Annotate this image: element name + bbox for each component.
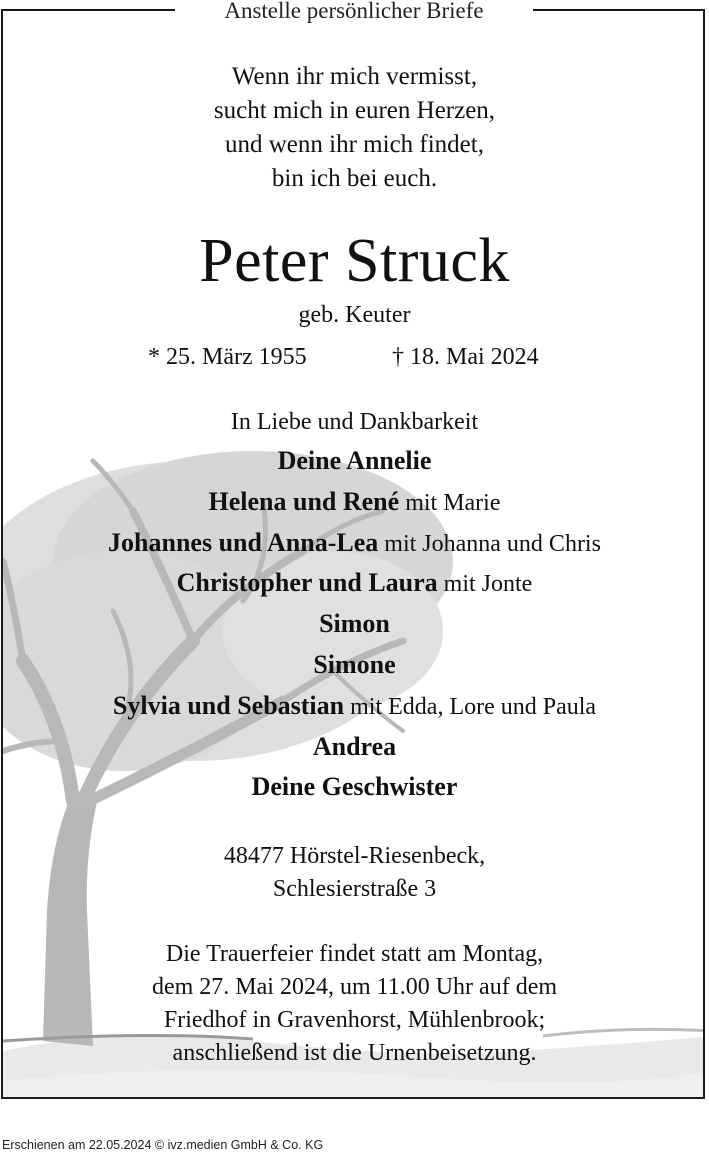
family-line: [0, 727, 709, 768]
family-line: [0, 686, 709, 727]
family-line-names: Sylvia und Sebastian: [112, 690, 345, 720]
service-line: anschließend ist die Urnenbeisetzung.: [172, 1040, 537, 1066]
family-intro: In Liebe und Dankbarkeit: [230, 409, 479, 435]
poem-line: sucht mich in euren Herzen,: [213, 97, 496, 124]
poem: [0, 60, 709, 196]
service-line: dem 27. Mai 2024, um 11.00 Uhr auf dem: [151, 974, 558, 1000]
family-line-rest: mit Marie: [399, 489, 501, 516]
family-line-names: Christopher und Laura: [176, 568, 438, 598]
publication-footer: Erschienen am 22.05.2024 © ivz.medien GmbH & Co. KG: [2, 1138, 324, 1152]
family-line: [0, 441, 709, 482]
family-line-names: Simone: [313, 649, 396, 679]
family-line: [0, 482, 709, 523]
family-line: [0, 604, 709, 645]
service-line: Die Trauerfeier findet statt am Montag,: [165, 941, 544, 967]
family-line: [0, 767, 709, 808]
deceased-name: Peter Struck: [199, 227, 510, 295]
family-line-names: Deine Geschwister: [251, 772, 458, 802]
poem-line: und wenn ihr mich findet,: [225, 131, 484, 158]
family-line-names: Helena und René: [208, 486, 400, 516]
family-line: [0, 563, 709, 604]
family-line-names: Johannes und Anna-Lea: [108, 527, 379, 557]
death-date: † 18. Mai 2024: [392, 344, 539, 370]
funeral-service-info: [0, 938, 709, 1070]
family-list: [0, 405, 709, 808]
service-line: Friedhof in Gravenhorst, Mühlenbrook;: [163, 1007, 546, 1033]
family-line-names: Andrea: [312, 731, 397, 761]
birth-date: * 25. März 1955: [148, 344, 307, 370]
family-line-rest: mit Edda, Lore und Paula: [344, 693, 597, 720]
family-line-names: Simon: [319, 609, 390, 639]
family-line-names: Deine Annelie: [277, 446, 432, 475]
family-line-rest: mit Johanna und Chris: [378, 530, 601, 557]
family-line: [0, 645, 709, 686]
poem-line: Wenn ihr mich vermisst,: [231, 63, 478, 90]
family-line: [0, 523, 709, 564]
family-line-rest: mit Jonte: [437, 571, 533, 598]
address-line: 48477 Hörstel-Riesenbeck,: [223, 843, 486, 869]
address: [0, 840, 709, 906]
maiden-name: geb. Keuter: [298, 302, 411, 328]
address-line: Schlesierstraße 3: [272, 876, 437, 902]
poem-line: bin ich bei euch.: [271, 165, 438, 192]
header-label: Anstelle persönlicher Briefe: [175, 0, 533, 24]
